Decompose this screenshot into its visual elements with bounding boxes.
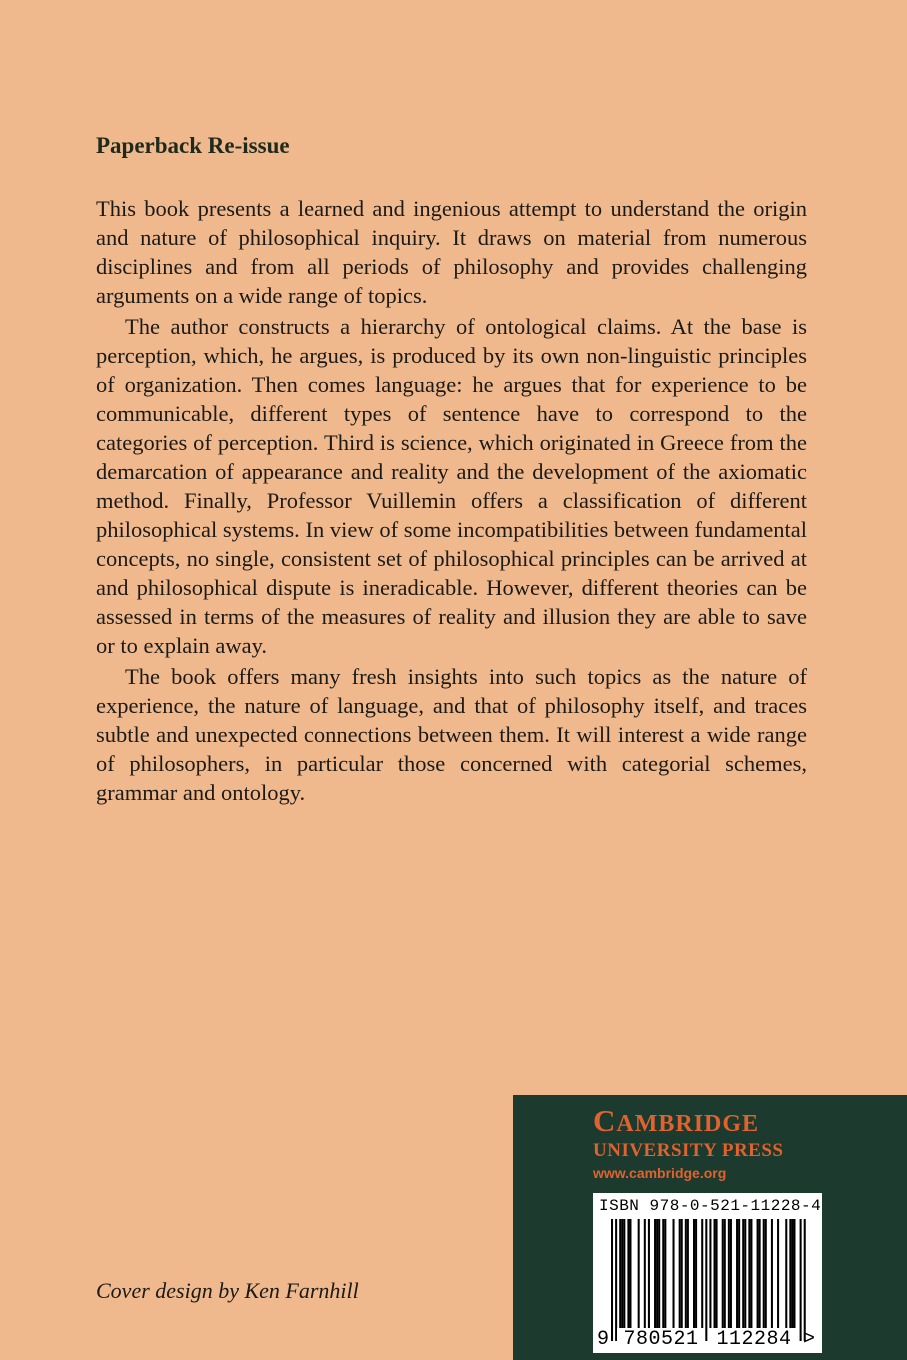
barcode-bar [738,1219,740,1329]
barcode-bar [658,1219,660,1329]
barcode-bar [648,1219,650,1329]
barcode-bar [804,1219,806,1341]
barcode-bar [750,1219,752,1329]
barcode-bar [785,1219,787,1329]
barcode-bar [757,1219,759,1329]
barcode-lead-digit: 9 [597,1328,610,1351]
barcode-bar [701,1219,703,1329]
barcode-bar [638,1219,640,1329]
barcode-bar [621,1219,623,1329]
barcode-bar [619,1219,621,1329]
barcode-bar [629,1219,631,1329]
publisher-panel [513,1095,907,1360]
barcode-bar [673,1219,675,1329]
barcode-bar [793,1219,795,1329]
barcode-bar [681,1219,683,1329]
publisher-logo-name [593,1103,759,1139]
publisher-url: www.cambridge.org [593,1165,727,1181]
barcode-bar [685,1219,687,1329]
barcode-bar [656,1219,658,1329]
barcode-bar [722,1219,724,1329]
barcode-bar [611,1219,613,1341]
barcode-bar [728,1219,730,1329]
barcode-bar [724,1219,726,1329]
barcode-bar [748,1219,750,1329]
barcode-bar [709,1219,711,1341]
barcode-bar [789,1219,791,1329]
barcode-bar [791,1219,793,1329]
back-cover-heading: Paperback Re-issue [96,133,290,158]
barcode-bar [742,1219,744,1329]
barcode-bar [615,1219,617,1341]
publisher-name-rest: AMBRIDGE [616,1111,760,1137]
publisher-name-initial: C [593,1103,617,1138]
barcode-bar [763,1219,765,1329]
barcode-bar [623,1219,625,1329]
blurb-paragraph-2: The author constructs a hierarchy of ontological claims. At the base is perception, which, he argues, is produced by its own non-linguistic principles of organization. Then comes language: he argues that for experience to be communicable, different types of sentence have to correspond to the categories of perception. Third is science, which originated in Greece from the demarcation of appearance and reality and the development of the axiomatic method. Finally, Professor Vuillemin offers a classification of different philosophical systems. In view of some incompatibilities between fundamental concepts, no single, consistent set of philosophical principles can be arrived at and philosophical dispute is ineradicable. However, different theories can be assessed in terms of the measures of reality and illusion they are able to save or to explain away. [96,314,807,658]
barcode-bar [664,1219,666,1329]
barcode-bar [695,1219,697,1329]
blurb-paragraph-1: This book presents a learned and ingenious attempt to understand the origin and nature of philosophical inquiry. It draws on material from numerous disciplines and from all periods of philosophy and provides challenging arguments on a wide range of topics. [96,196,807,308]
barcode-bar [716,1219,718,1329]
barcode-bar [777,1219,779,1329]
barcode-bar [736,1219,738,1329]
barcode-digits [593,1328,822,1350]
barcode-bar [800,1219,802,1341]
barcode-bar [730,1219,732,1329]
barcode-right-group: 112284 [709,1328,799,1351]
barcode-bar [714,1219,716,1329]
barcode-bar [654,1219,656,1329]
barcode-left-group: 780521 [617,1328,705,1351]
barcode-bar [744,1219,746,1329]
barcode-quiet-zone-marker: > [803,1328,816,1351]
barcode-bar [687,1219,689,1329]
barcode-bar [693,1219,695,1329]
isbn-number: ISBN 978-0-521-11228-4 [599,1197,822,1215]
barcode-bar [705,1219,707,1341]
isbn-barcode [593,1193,822,1353]
blurb-paragraph-3: The book offers many fresh insights into such topics as the nature of experience, the nature of language, and that of philosophy itself, and traces subtle and unexpected connections between them. It will interest a wide range of philosophers, in particular those concerned with categorial schemes, grammar and ontology. [96,664,807,805]
barcode-bar [765,1219,767,1329]
barcode-bar [679,1219,681,1329]
barcode-bar [771,1219,773,1329]
barcode-bar [759,1219,761,1329]
publisher-subtitle: UNIVERSITY PRESS [593,1140,784,1161]
cover-design-credit: Cover design by Ken Farnhill [96,1278,359,1303]
barcode-bar [627,1219,629,1329]
barcode-bar [644,1219,646,1329]
barcode-bar [662,1219,664,1329]
blurb-text [96,194,807,807]
